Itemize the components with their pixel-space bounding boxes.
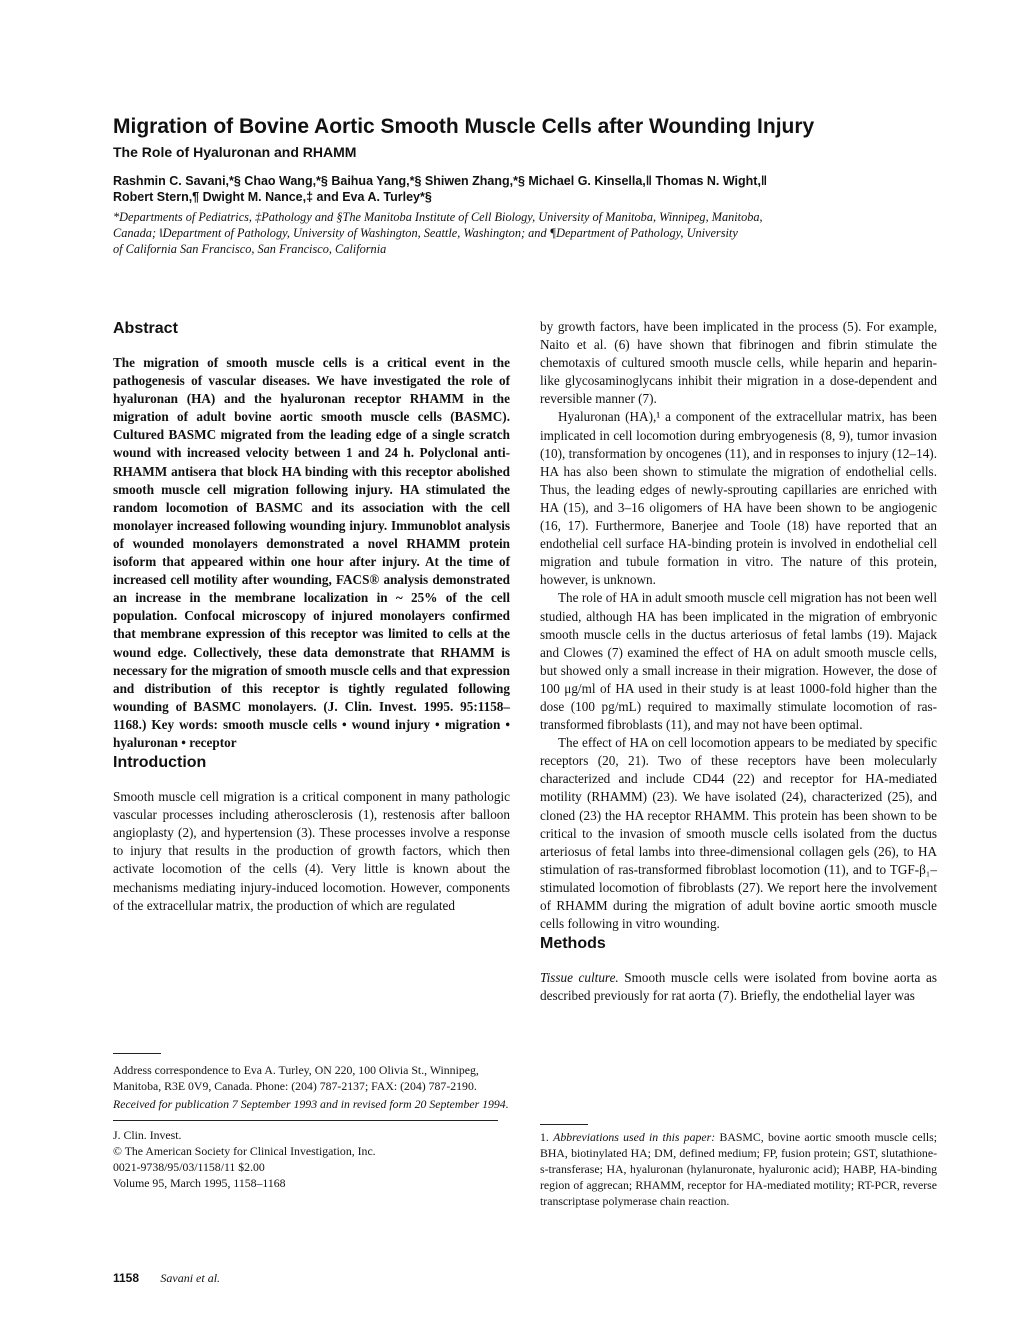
- page-number: 1158: [113, 1271, 140, 1285]
- author-line-2: Robert Stern,¶ Dwight M. Nance,‡ and Eva A. Turley*§: [113, 190, 432, 204]
- running-author: Savani et al.: [160, 1271, 221, 1285]
- methods-text: [540, 969, 937, 1005]
- footnote-full-divider: [113, 1120, 498, 1121]
- abbreviations-footnote: [540, 1124, 937, 1209]
- affiliation-line-1: *Departments of Pediatrics, ‡Pathology and §The Manitoba Institute of Cell Biology, University of Manitoba, Winnipeg, Manitoba,: [113, 210, 763, 224]
- introduction-heading: Introduction: [113, 754, 207, 772]
- paragraph-role-of-ha: The role of HA in adult smooth muscle cell migration has not been well studied, although HA has been implicated in the migration of embryonic smooth muscle cells in the ductus arteriosus of fetal lambs (19). Majack and Clowes (7) examined the effect of HA on adult smooth muscle cells, but showed only a small increase in their migration. However, the dose of 100 μg/ml of HA used in their study is at least 1000-fold higher than the dose (100 pg/mL) required to maximally stimulate locomotion of ras-transformed fibroblasts (11), and may not have been optimal.: [540, 590, 937, 733]
- footnote-number: 1.: [540, 1130, 549, 1144]
- footnote-divider: [113, 1053, 161, 1054]
- left-column: [113, 318, 510, 915]
- abstract-heading: Abstract: [113, 320, 178, 337]
- copyright-line: © The American Society for Clinical Investigation, Inc.: [113, 1144, 376, 1158]
- received-note: Received for publication 7 September 1993 and in revised form 20 September 1994.: [113, 1097, 509, 1111]
- volume-line: Volume 95, March 1995, 1158–1168: [113, 1176, 286, 1190]
- abbreviations-text: [540, 1129, 937, 1209]
- paragraph-hyaluronan: Hyaluronan (HA),¹ a component of the extracellular matrix, has been implicated in cell locomotion during embryogenesis (8, 9), tumor invasion (10), transformation by oncogenes (11), and in responses to injury (12–14). HA has also been shown to stimulate the migration of endothelial cells. Thus, the leading edges of newly-sprouting capillaries are enriched with HA (15), and 3–16 oligomers of HA have been shown to be angiogenic (16, 17). Furthermore, Banerjee and Toole (18) have reported that an endothelial cell surface HA-binding protein is involved in endothelial cell migration and tubule formation in vitro. The nature of this protein, however, is unknown.: [540, 409, 937, 588]
- abbreviations-label: Abbreviations used in this paper:: [553, 1130, 716, 1144]
- article-subtitle: The Role of Hyaluronan and RHAMM: [113, 144, 357, 160]
- abbreviations-divider: [540, 1124, 588, 1125]
- introduction-text: Smooth muscle cell migration is a critical component in many pathologic vascular processes including atherosclerosis (1), restenosis after balloon angioplasty (2), and hypertension (3). These processes involve a response to injury that results in the production of growth factors, which then activate locomotion of the cells (4). Very little is known about the mechanisms mediating injury-induced locomotion. However, components of the extracellular matrix, the production of which are regulated: [113, 789, 510, 913]
- abstract-text: The migration of smooth muscle cells is a critical event in the pathogenesis of vascular diseases. We have investigated the role of hyaluronan (HA) and the hyaluronan receptor RHAMM in the migration of adult bovine aortic smooth muscle cells (BASMC). Cultured BASMC migrated from the leading edge of a single scratch wound with increased velocity between 1 and 24 h. Polyclonal anti-RHAMM antisera that block HA binding with this receptor abolished smooth muscle cell migration following injury. HA stimulated the random locomotion of BASMC and its association with the cell monolayer increased following wounding injury. Immunoblot analysis of wounded monolayers demonstrated a novel RHAMM protein isoform that appeared within one hour after injury. At the time of increased cell motility after wounding, FACS® analysis demonstrated an increase in the membrane localization in ~ 25% of the cell population. Confocal microscopy of injured monolayers confirmed that membrane expression of this receptor was limited to cells at the wound edge. Collectively, these data demonstrate that RHAMM is necessary for the migration of smooth muscle cells and that expression and distribution of this receptor is tightly regulated following wounding of BASMC monolayers. (J. Clin. Invest. 1995. 95:1158–1168.) Key words: smooth muscle cells • wound injury • migration • hyaluronan • receptor: [113, 355, 510, 750]
- abbreviations-list: BASMC, bovine aortic smooth muscle cells; BHA, biotinylated HA; DM, defined medium; FP, fusion protein; GST, slutathione-s-transferase; HA, hyaluronan (hylanuronate, hyaluronic acid); HABP, HA-binding region of aggrecan; RHAMM, receptor for HA-mediated motility; RT-PCR, reverse transcriptase polymerase chain reaction.: [540, 1130, 938, 1208]
- author-line-1: Rashmin C. Savani,*§ Chao Wang,*§ Baihua Yang,*§ Shiwen Zhang,*§ Michael G. Kinsella,‖ Thomas N. Wight,‖: [113, 174, 768, 188]
- paragraph-growth-factors: by growth factors, have been implicated in the process (5). For example, Naito et al. (6) have shown that fibrinogen and fibrin stimulate the chemotaxis of cultured smooth muscle cells, while heparin and heparin-like glycosaminoglycans inhibit their migration in a dose-dependent and reversible manner (7).: [540, 319, 937, 407]
- right-column: [540, 318, 937, 1005]
- affiliations: [113, 209, 913, 257]
- tissue-culture-label: Tissue culture.: [540, 970, 619, 986]
- journal-name: J. Clin. Invest.: [113, 1128, 182, 1142]
- affiliation-line-3: of California San Francisco, San Francisco, California: [113, 242, 387, 256]
- article-code: 0021-9738/95/03/1158/11 $2.00: [113, 1160, 265, 1174]
- author-list: [113, 173, 913, 205]
- methods-heading: Methods: [540, 935, 606, 953]
- article-title: Migration of Bovine Aortic Smooth Muscle Cells after Wounding Injury: [113, 115, 815, 138]
- page-footer: [113, 1271, 220, 1286]
- affiliation-line-2: Canada; ‖Department of Pathology, University of Washington, Seattle, Washington; and ¶Department of Pathology, University: [113, 226, 738, 240]
- paragraph-receptors: The effect of HA on cell locomotion appears to be mediated by specific receptors (20, 21). Two of these receptors have been molecularly characterized and include CD44 (22) and receptor for HA-mediated motility (RHAMM) (23). We have isolated (24), characterized (25), and cloned (23) the HA receptor RHAMM. This protein has been shown to be critical to the invasion of smooth muscle cells isolated from the ductus arteriosus of fetal lambs into three-dimensional collagen gels (26), to HA stimulation of ras-transformed fibroblast locomotion (11), and to TGF-β₁–stimulated locomotion of fibroblasts (27). We report here the involvement of RHAMM during the migration of adult bovine aortic smooth muscle cells following in vitro wounding.: [540, 735, 937, 932]
- correspondence-note: Address correspondence to Eva A. Turley, ON 220, 100 Olivia St., Winnipeg, Manitoba, R3E 0V9, Canada. Phone: (204) 787-2137; FAX: (204) 787-2190.: [113, 1063, 479, 1093]
- tissue-culture-text: Smooth muscle cells were isolated from bovine aorta as described previously for rat aorta (7). Briefly, the endothelial layer was: [540, 970, 937, 1004]
- left-footnotes: [113, 1053, 510, 1191]
